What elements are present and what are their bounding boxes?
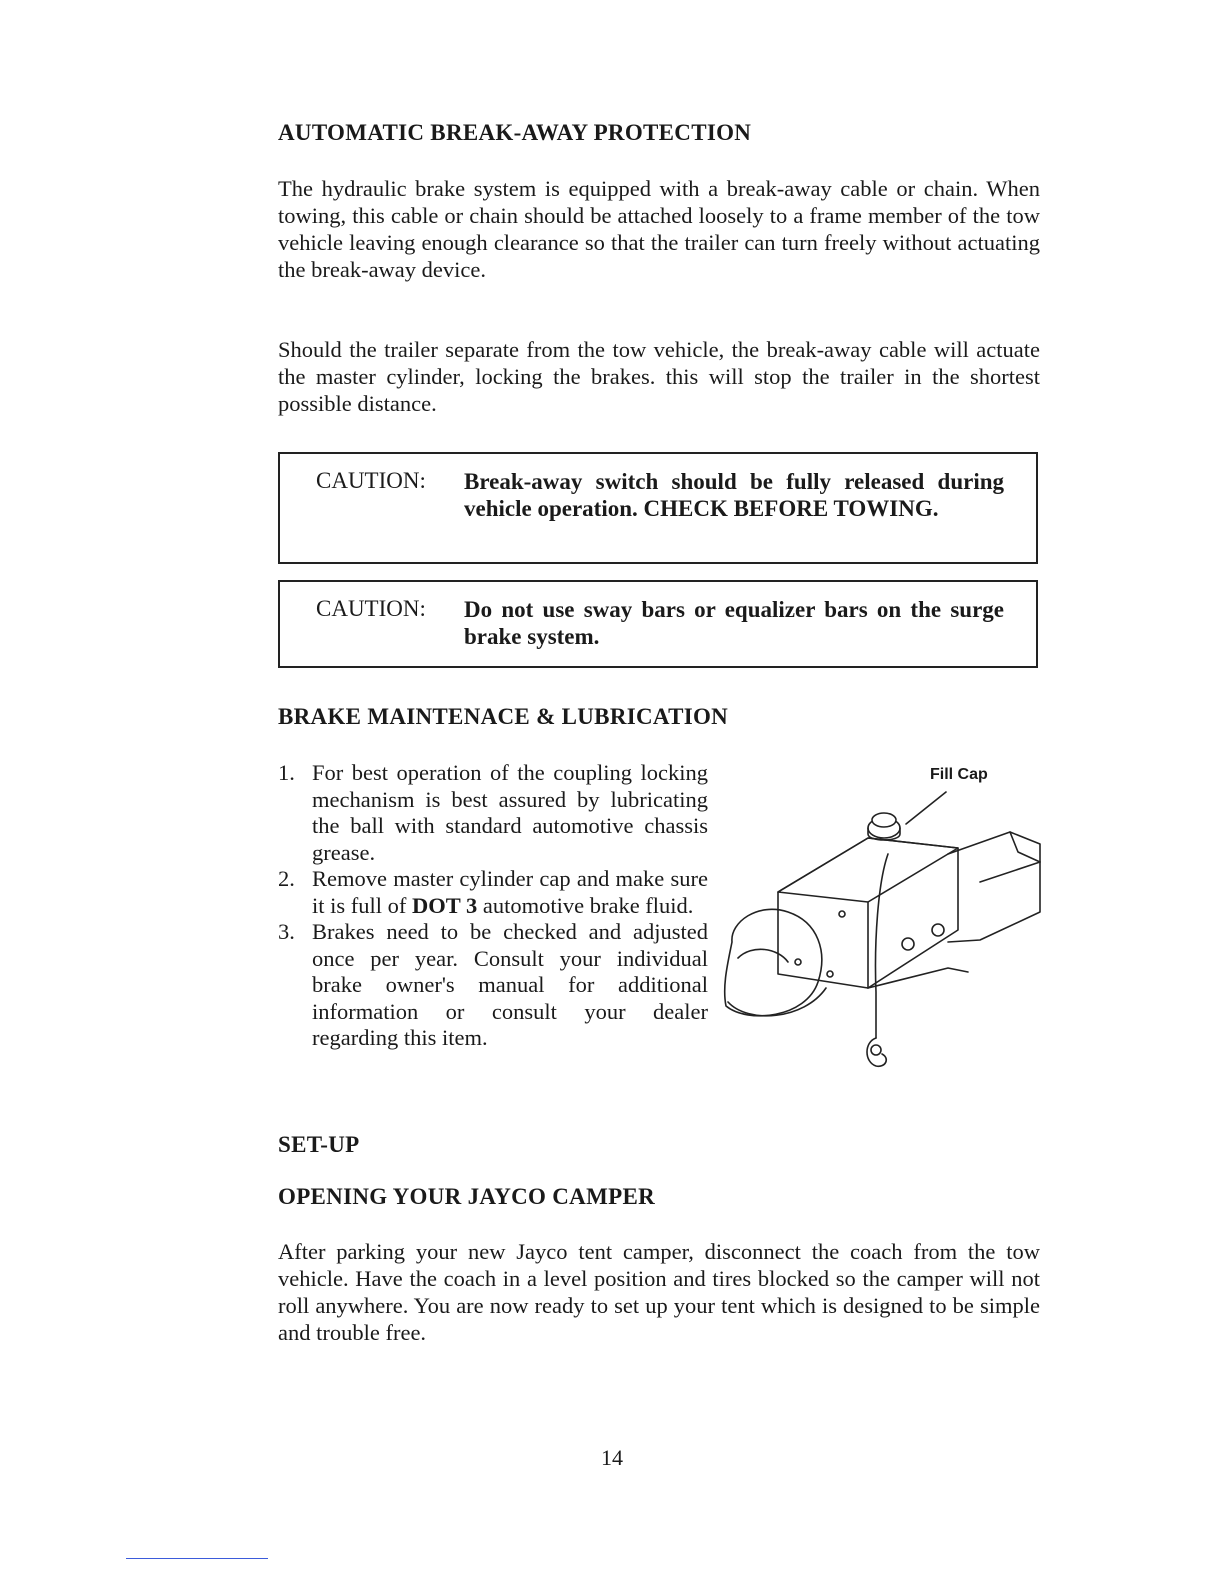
- caution-text: Break-away switch should be fully released during vehicle operation. CHECK BEFORE TOWING.: [464, 469, 1004, 521]
- setup-heading: SET-UP: [278, 1132, 360, 1157]
- setup-paragraph: After parking your new Jayco tent camper, disconnect the coach from the tow vehicle. Have the coach in a level position and tires blocked so the camper will not roll anywhere. You are now ready to set up your tent which is designed to be simple and trouble free.: [278, 1239, 1040, 1345]
- caution-label: CAUTION:: [316, 596, 426, 621]
- coupler-top-face: [778, 838, 958, 902]
- list-item-text: Brakes need to be checked and adjusted once per year. Consult your individual brake owner's manual for additional information or consult your dealer regarding this item.: [312, 919, 708, 1050]
- bolt: [932, 924, 944, 936]
- breakaway-heading: AUTOMATIC BREAK-AWAY PROTECTION: [278, 120, 752, 145]
- list-item: [278, 760, 708, 866]
- list-item-text: For best operation of the coupling locking mechanism is best assured by lubricating the ball with standard automotive chassis grease.: [312, 760, 708, 865]
- breakaway-paragraph-2: Should the trailer separate from the tow vehicle, the break-away cable will actuate the master cylinder, locking the brakes. this will stop the trailer in the shortest possible distance.: [278, 337, 1040, 416]
- maintenance-heading: BRAKE MAINTENACE & LUBRICATION: [278, 704, 729, 729]
- hook-ring: [871, 1045, 881, 1055]
- opening-camper-heading: OPENING YOUR JAYCO CAMPER: [278, 1184, 655, 1209]
- breakaway-cable: [876, 854, 889, 1038]
- list-item-number: 2.: [278, 866, 295, 891]
- coupler-socket-rim: [738, 949, 788, 962]
- coupler-lip: [728, 988, 826, 1016]
- tongue-top-edge: [1010, 832, 1040, 862]
- fill-cap-label: Fill Cap: [930, 766, 988, 783]
- list-item-text: automotive brake fluid.: [477, 892, 694, 918]
- list-item: [278, 866, 708, 919]
- rivet: [839, 911, 845, 917]
- rivet: [795, 959, 801, 965]
- maintenance-list: [278, 760, 708, 1052]
- leader-line: [906, 792, 946, 824]
- caution-box-1: [278, 452, 1038, 564]
- caution-text: Do not use sway bars or equalizer bars on the surge brake system.: [464, 597, 1004, 649]
- rivet: [827, 971, 833, 977]
- coupler-socket: [725, 909, 822, 1015]
- caution-label: CAUTION:: [316, 468, 426, 493]
- tongue-side-line: [980, 862, 1040, 882]
- list-item-emphasis: DOT 3: [412, 892, 478, 918]
- caution-box-2: [278, 580, 1038, 668]
- fill-cap-top: [872, 813, 896, 827]
- list-item-number: 1.: [278, 760, 295, 785]
- list-item-text: Remove master cylinder cap and make sure it is full of: [312, 866, 708, 918]
- list-item: [278, 919, 708, 1052]
- list-item-number: 3.: [278, 919, 295, 944]
- coupler-illustration: [718, 762, 1050, 1092]
- breakaway-hook: [867, 1038, 886, 1066]
- page-number: 14: [601, 1445, 623, 1470]
- footer-rule: [126, 1558, 268, 1559]
- bolt: [902, 938, 914, 950]
- trailer-tongue: [948, 832, 1040, 942]
- breakaway-paragraph-1: The hydraulic brake system is equipped with a break-away cable or chain. When towing, this cable or chain should be attached loosely to a frame member of the tow vehicle leaving enough clearance so that the trailer can turn freely without actuating the break-away device.: [278, 176, 1040, 282]
